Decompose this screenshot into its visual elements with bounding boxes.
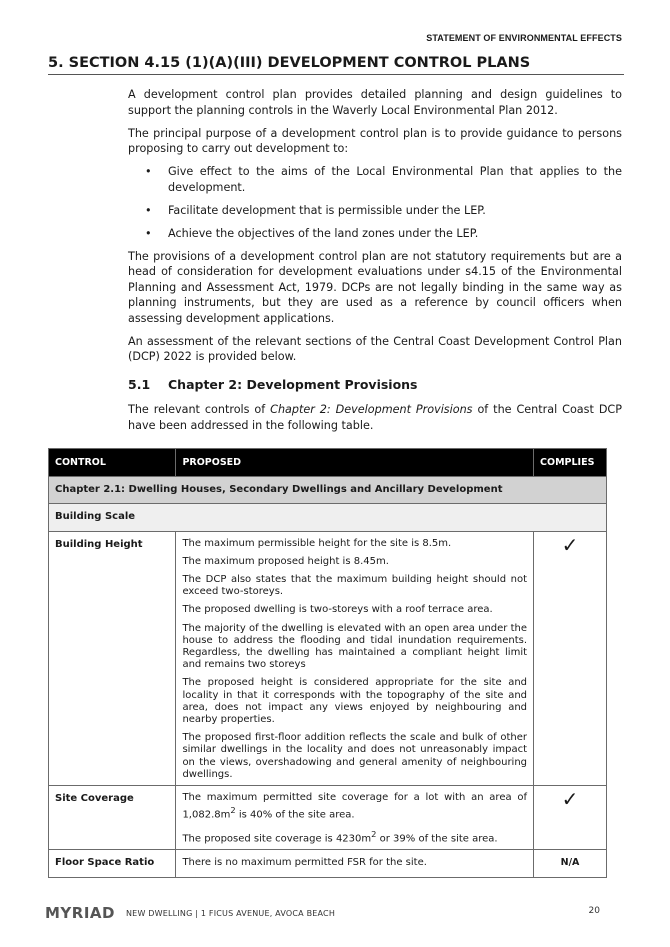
complies-cell [534,786,607,850]
proposed-text-part: is 40% of the site area. [235,809,355,821]
intro-paragraph-1: A development control plan provides detailed planning and design guidelines to support the planning controls in the Waverly Local Environmental Plan 2012. [128,88,622,117]
group-title: Chapter 2.1: Dwelling Houses, Secondary Dwellings and Ancillary Development [49,477,607,504]
table-subgroup-row [49,504,607,531]
superscript: 2 [371,828,377,839]
intro-paragraph-2: The principal purpose of a development control plan is to provide guidance to persons proposing to carry out development to: [128,126,622,155]
subgroup-title: Building Scale [49,504,607,531]
proposed-text: There is no maximum permitted FSR for the site. [182,857,427,869]
proposed-text: The majority of the dwelling is elevated with an open area under the house to address the flooding and tidal inundation requirements. Regardless, the dwelling has maintained a compliant height limit and remains two storeys [182,622,528,671]
not-applicable-label: N/A [560,857,580,869]
intro-paragraph-4: An assessment of the relevant sections of the Central Coast Development Control Plan (DCP) 2022 is provided below. [128,334,622,363]
subsection-number: 5.1 [128,376,151,392]
proposed-text: The proposed dwelling is two-storeys with a roof terrace area. [182,604,493,616]
list-item-text: Facilitate development that is permissible under the LEP. [168,203,486,217]
column-header-control: CONTROL [49,449,176,477]
control-name: Floor Space Ratio [49,850,176,877]
proposed-cell [176,531,534,785]
proposed-text: The maximum proposed height is 8.45m. [182,555,389,567]
document-header-label: STATEMENT OF ENVIRONMENTAL EFFECTS [426,33,622,43]
proposed-text: The maximum permissible height for the site is 8.5m. [182,537,452,549]
bullet-icon: • [145,226,152,240]
complies-cell [534,850,607,877]
subsection-title: Chapter 2: Development Provisions [168,376,418,392]
proposed-text: The DCP also states that the maximum building height should not exceed two-storeys. [182,574,528,598]
page-number: 20 [588,906,600,916]
control-name: Building Height [49,531,176,785]
table-row [49,531,607,785]
proposed-cell [176,786,534,850]
proposed-text-part: or 39% of the site area. [376,833,498,845]
subsection-heading [128,377,622,393]
list-item-text: Give effect to the aims of the Local Environmental Plan that applies to the development. [168,165,622,194]
body-content [128,87,622,441]
proposed-text-part: The maximum permitted site coverage for a lot with an area of 1,082.8m [182,792,528,821]
subsection-intro [128,402,622,433]
myriad-logo: MYRIAD [45,904,115,922]
complies-cell [534,531,607,785]
list-item [128,164,622,195]
bullet-icon: • [145,165,152,178]
list-item [128,203,622,219]
table-row [49,786,607,850]
table-header-row [49,449,607,477]
column-header-proposed: PROPOSED [176,449,534,477]
section-heading: 5. SECTION 4.15 (1)(A)(III) DEVELOPMENT CONTROL PLANS [48,55,624,75]
proposed-cell [176,850,534,877]
proposed-text [182,792,527,822]
proposed-text: The proposed height is considered appropriate for the site and locality in that it corresponds with the topography of the site and area, does not impact any views enjoyed by neighbouring and nearby properties. [182,677,528,726]
table-row [49,850,607,877]
footer-project-label: NEW DWELLING | 1 FICUS AVENUE, AVOCA BEACH [126,909,336,918]
proposed-text [182,828,527,846]
table-group-row [49,477,607,504]
control-name: Site Coverage [49,786,176,850]
controls-table [48,448,607,878]
superscript: 2 [230,805,236,816]
checkmark-icon: ✓ [561,532,579,557]
proposed-text: The proposed first-floor addition reflects the scale and bulk of other similar dwellings in the locality and does not unreasonably impact on the views, overshadowing and general amenity of neighbouring dwellings. [182,732,528,780]
list-item [128,226,622,242]
purpose-list [128,164,622,241]
checkmark-icon: ✓ [561,787,579,812]
subsection-intro-chapter: Chapter 2: Development Provisions [270,403,473,416]
bullet-icon: • [145,203,152,217]
column-header-complies: COMPLIES [534,449,607,477]
subsection-intro-start: The relevant controls of [128,403,271,416]
proposed-text-part: The proposed site coverage is 4230m [182,833,372,845]
list-item-text: Achieve the objectives of the land zones under the LEP. [168,226,479,240]
subsection-intro-end: of the Central Coast DCP have been addressed in the following table. [128,403,622,432]
intro-paragraph-3: The provisions of a development control plan are not statutory requirements but are a head of consideration for development evaluations under s4.15 of the Environmental Planning and Assessment Act, 1979. DCPs are not legally binding in the same way as planning instruments, but they are used as a reference by council officers when assessing development applications. [128,249,622,325]
